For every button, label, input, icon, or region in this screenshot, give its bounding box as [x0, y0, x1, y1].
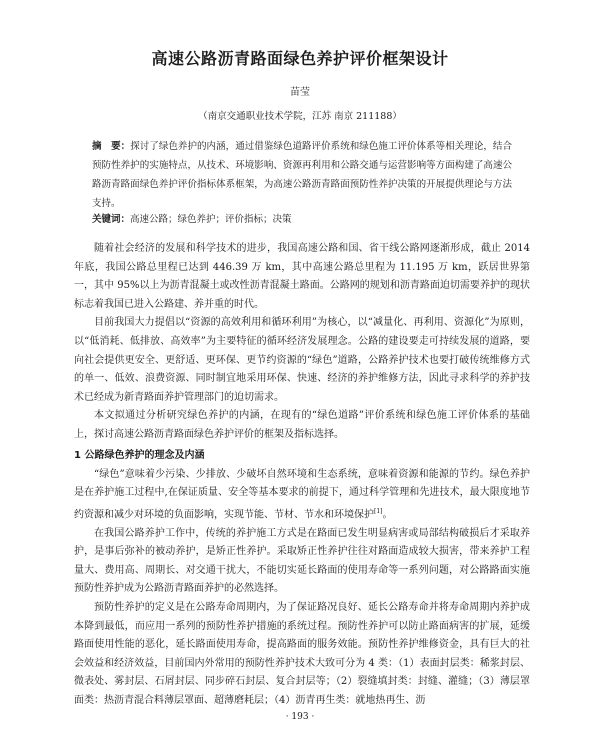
body-paragraph: 在我国公路养护工作中，传统的养护施工方式是在路面已发生明显病害或局部结构破损后才采取养护，是事后弥补的被动养护，是矫正性养护。采取矫正性养护往往对路面造成较大损害，带来养护工程量大、费用高、周期长、对交通干扰大，不能切实延长路面的使用寿命等一系列问题，对公路路面实施预防性养护成为公路沥青路面养护的必然选择。	[74, 527, 530, 595]
author-name: 苗莹	[290, 87, 310, 98]
paragraph-text: “绿色”意味着少污染、少排放、少破坏自然环境和生态系统，意味着资源和能源的节约。绿色养护是在养护施工过程中,在保证质量、安全等基本要求的前提下，通过科学管理和先进技术，最大限度地节约资源和减少对环境的负面影响，实现节能、节材、节水和环境保护	[74, 468, 530, 521]
body-paragraph: 本文拟通过分析研究绿色养护的内涵，在现有的“绿色道路”评价系统和绿色施工评价体系的基础上，探讨高速公路沥青路面绿色养护评价的框架及指标选择。	[74, 410, 530, 440]
abstract-label: 摘 要：	[92, 141, 131, 152]
citation-mark[interactable]: [1]	[374, 507, 383, 515]
section-heading: 1 公路绿色养护的理念及内涵	[74, 449, 205, 461]
body-paragraph: 预防性养护的定义是在公路寿命周期内，为了保证路况良好、延长公路寿命并将寿命周期内养护成本降到最低，而应用一系列的预防性养护措施的系统过程。预防性养护可以防止路面病害的扩展，延缓路面使用性能的恶化，延长路面使用寿命，提高路面的服务效能。预防性养护维修资金，具有巨大的社会效益和经济效益，目前国内外常用的预防性养护技术大致可分为 4 类：（1）表面封层类：稀浆封层、微表处、雾封层、石屑封层、同步碎石封层、复合封层等；（2）裂缝填封类：封缝、灌缝；（3）薄层罩面类：热沥青混合料薄层罩面、超薄磨耗层；（4）沥青再生类：就地热再生、沥	[74, 602, 530, 706]
abstract	[92, 137, 512, 213]
keywords-text: 高速公路；绿色养护；评价指标；决策	[130, 214, 292, 225]
body-paragraph: 目前我国大力提倡以“资源的高效利用和循环利用”为核心，以“减量化、再利用、资源化”为原则，以“低消耗、低排放、高效率”为主要特征的循环经济发展理念。公路的建设要走可持续发展的道路，要向社会提供更安全、更舒适、更环保、更节约资源的“绿色”道路，公路养护技术也要打破传统维修方式的单一、低效、浪费资源、同时制宜地采用环保、快速、经济的养护维修方法，因此寻求科学的养护技术已经成为新青路面养护管理部门的迫切需求。	[74, 317, 530, 403]
keywords	[92, 211, 512, 229]
paper-body	[74, 240, 530, 711]
body-paragraph: 随着社会经济的发展和科学技术的进步，我国高速公路和国、省干线公路网逐渐形成，截止 2014 年底，我国公路总里程已达到 446.39 万 km，其中高速公路总里程为 11.195 万 km，跃居世界第一，其中 95%以上为沥青混凝土或改性沥青混凝土路面。公路网的规划和沥青路面迫切需要养护的现状标志着我国已进入公路建、养并重的时代。	[74, 243, 530, 310]
abstract-text: 探讨了绿色养护的内涵，通过借鉴绿色道路评价系统和绿色施工评价体系等相关理论，结合预防性养护的实施特点，从技术、环境影响、资源再利用和公路交通与运营影响等方面构建了高速公路沥青路面绿色养护评价指标体系框架，为高速公路沥青路面预防性养护决策的开展提供理论与方法支持。	[92, 141, 512, 209]
body-paragraph: “绿色”意味着少污染、少排放、少破坏自然环境和生态系统，意味着资源和能源的节约。绿色养护是在养护施工过程中,在保证质量、安全等基本要求的前提下，通过科学管理和先进技术，最大限度地节约资源和减少对环境的负面影响，实现节能、节材、节水和环境保护[1]。	[74, 468, 530, 521]
page-number: · 193 ·	[285, 712, 315, 722]
author-affiliation: （南京交通职业技术学院，江苏 南京 211188）	[198, 111, 402, 122]
keywords-label: 关键词：	[92, 214, 131, 225]
paper-title: 高速公路沥青路面绿色养护评价框架设计	[151, 49, 449, 68]
